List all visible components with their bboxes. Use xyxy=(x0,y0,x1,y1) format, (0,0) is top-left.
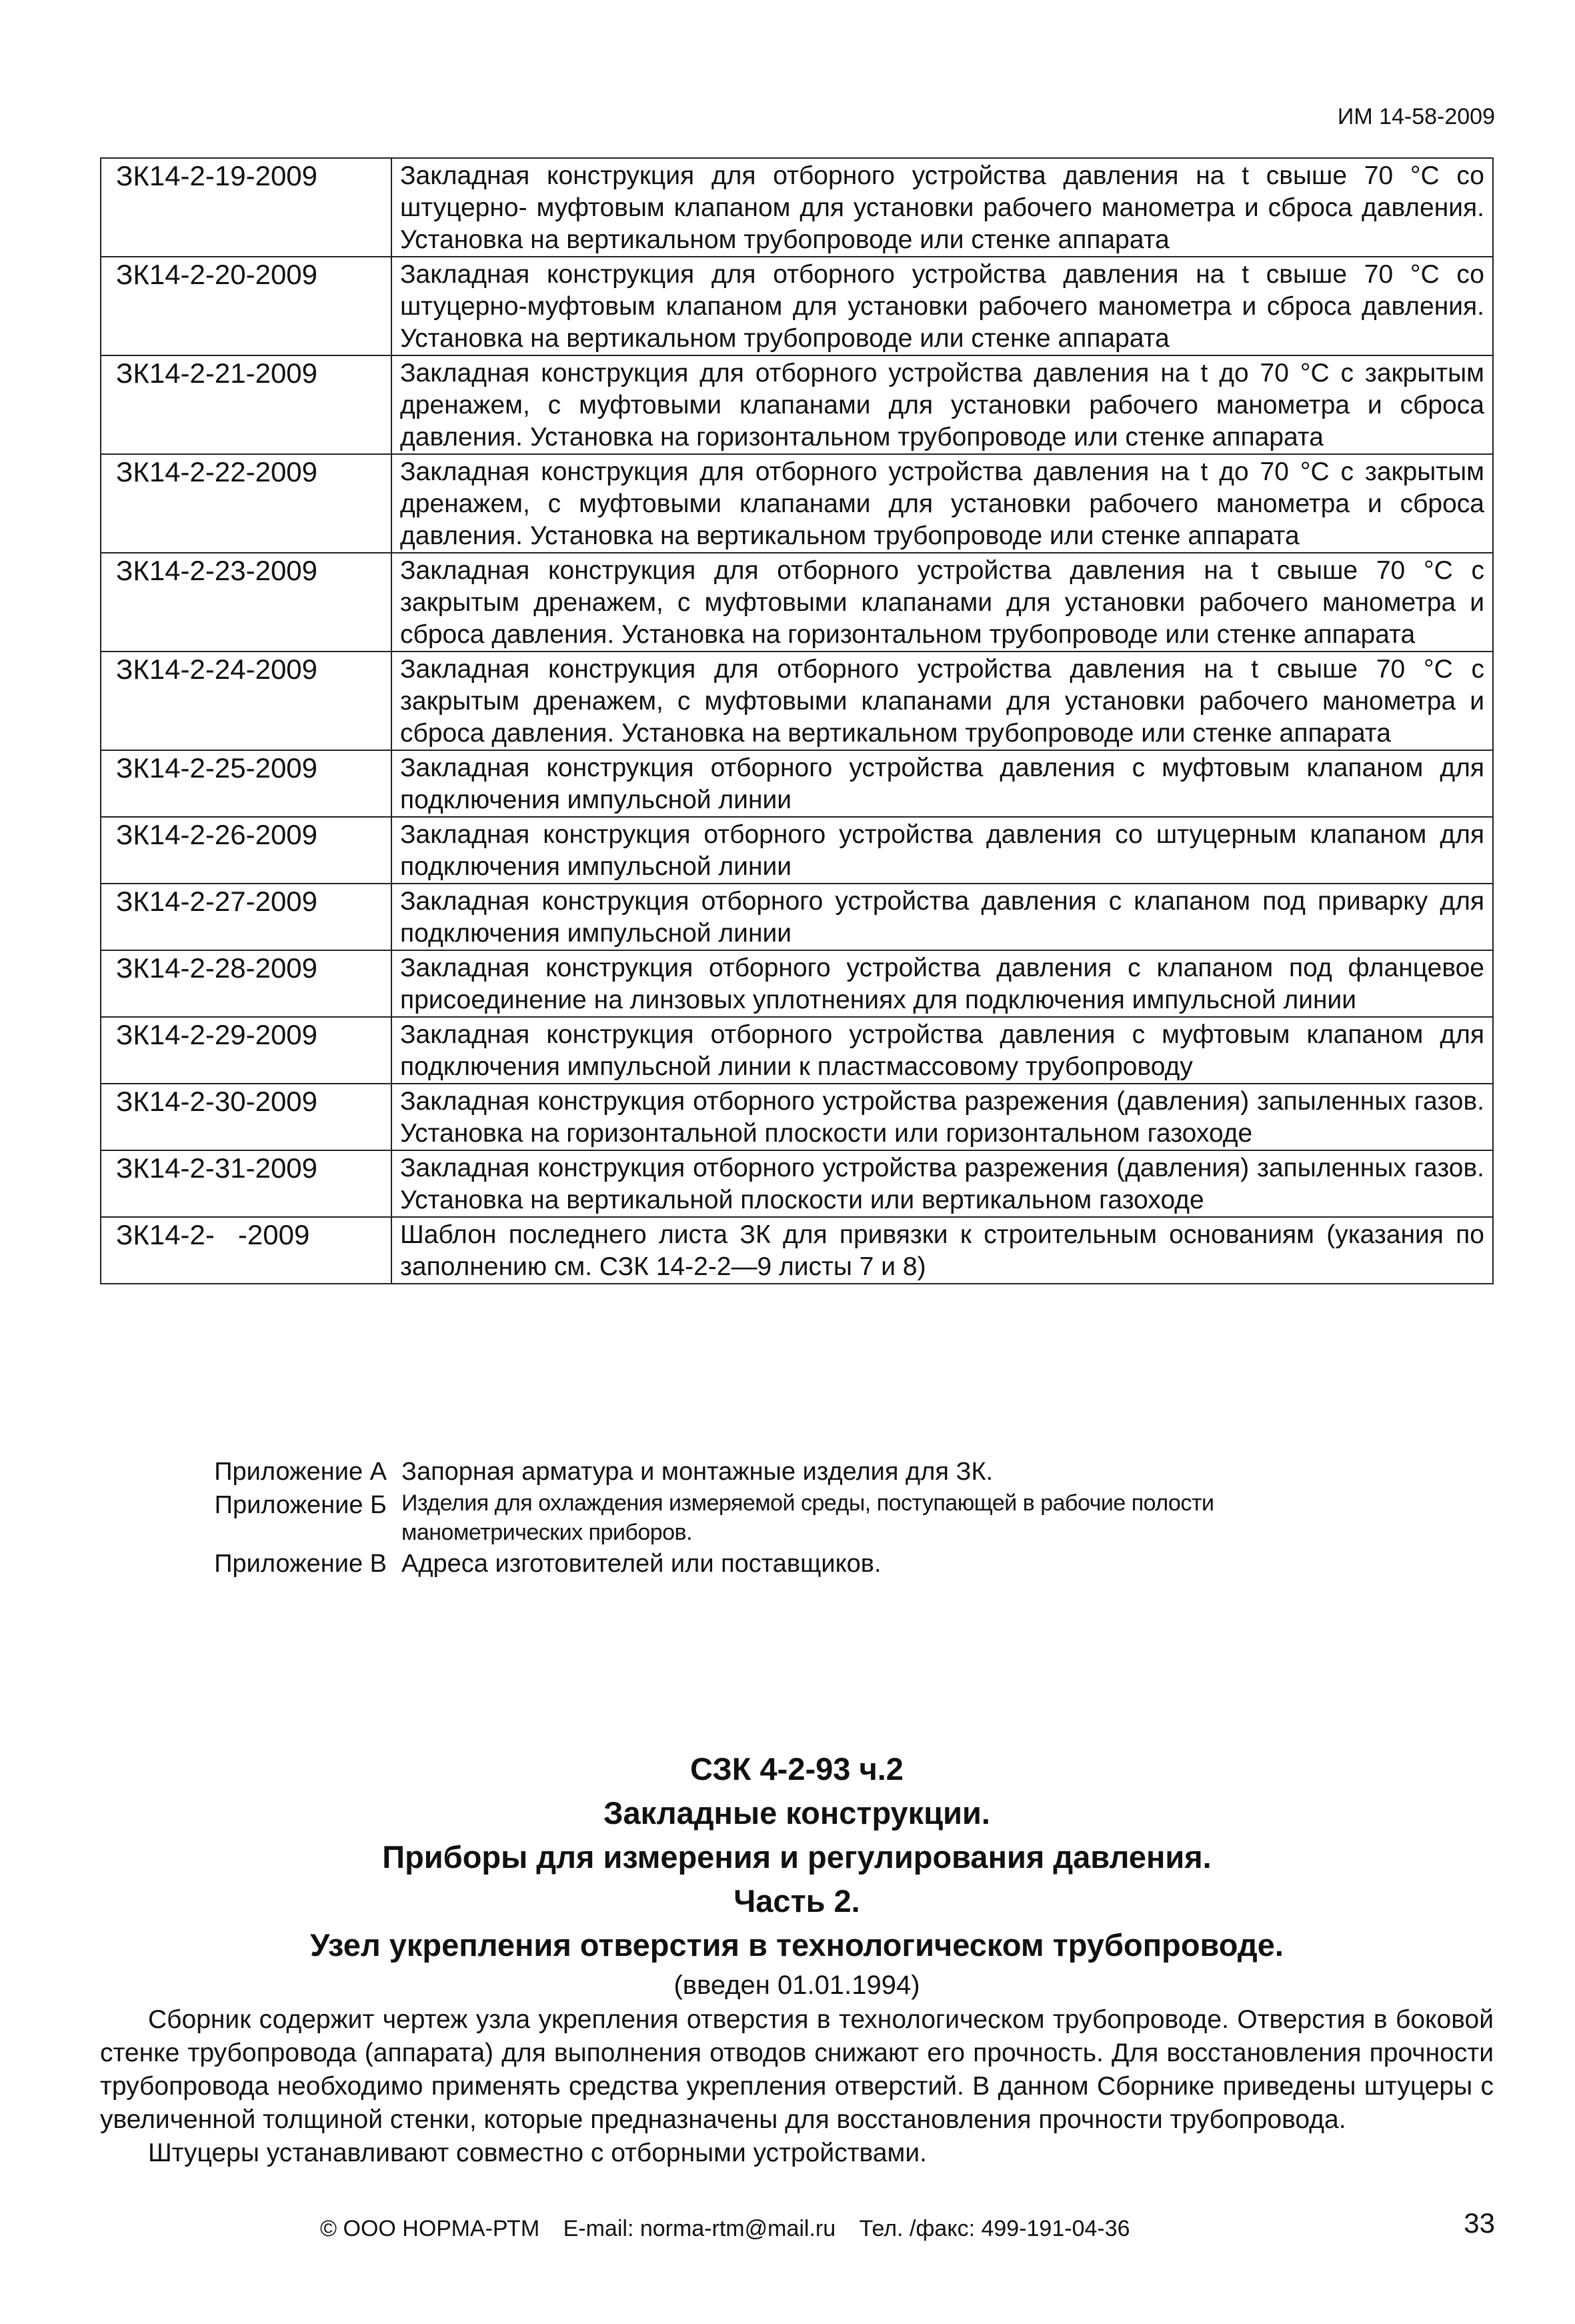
construction-table xyxy=(100,157,1494,1284)
table-row xyxy=(101,1084,1493,1150)
table-row xyxy=(101,355,1493,454)
table-row xyxy=(101,553,1493,652)
row-description: Закладная конструкция отборного устройства разрежения (давления) запыленных газов. Установка на горизонтальной плоскости или горизонтальном газоходе xyxy=(391,1084,1493,1150)
section-title-code: СЗК 4-2-93 ч.2 xyxy=(690,1751,904,1787)
appendix-item xyxy=(180,1488,1335,1547)
introduced-date: (введен 01.01.1994) xyxy=(673,1971,920,2000)
section-szk xyxy=(100,1747,1494,2170)
row-description: Закладная конструкция отборного устройства давления с муфтовым клапаном для подключения импульсной линии xyxy=(391,750,1493,817)
footer-company: © ООО НОРМА-РТМ xyxy=(320,2216,540,2241)
row-code: ЗК14-2- -2009 xyxy=(101,1217,391,1284)
appendix-item xyxy=(180,1455,1335,1488)
row-description: Закладная конструкция отборного устройства давления со штуцерным клапаном для подключения импульсной линии xyxy=(391,817,1493,884)
row-description: Шаблон последнего листа ЗК для привязки к строительным основаниям (указания по заполнению см. СЗК 14-2-2—9 листы 7 и 8) xyxy=(391,1217,1493,1284)
appendix-text: Изделия для охлаждения измеряемой среды, поступающей в рабочие полости манометрических приборов. xyxy=(401,1490,1214,1545)
row-code: ЗК14-2-22-2009 xyxy=(101,454,391,553)
section-title-line: Узел укрепления отверстия в технологическом трубопроводе. xyxy=(310,1927,1284,1963)
row-code: ЗК14-2-29-2009 xyxy=(101,1017,391,1084)
table-row xyxy=(101,817,1493,884)
row-code: ЗК14-2-27-2009 xyxy=(101,884,391,950)
table-row xyxy=(101,1150,1493,1217)
table-row xyxy=(101,1217,1493,1284)
row-code: ЗК14-2-23-2009 xyxy=(101,553,391,652)
section-paragraph: Сборник содержит чертеж узла укрепления отверстия в технологическом трубопроводе. Отверстия в боковой стенке трубопровода (аппарата) для выполнения отводов снижают его прочность. Для восстановления прочности трубопровода необходимо применять средства укрепления отверстий. В данном Сборнике приведены штуцеры с увеличенной толщиной стенки, которые предназначены для восстановления прочности трубопровода. xyxy=(100,2005,1494,2134)
appendix-item xyxy=(180,1547,1335,1580)
section-paragraph: Штуцеры устанавливают совместно с отборными устройствами. xyxy=(148,2139,927,2167)
appendix-text: Адреса изготовителей или поставщиков. xyxy=(401,1550,882,1578)
row-description: Закладная конструкция отборного устройства разрежения (давления) запыленных газов. Установка на вертикальной плоскости или вертикальном газоходе xyxy=(391,1150,1493,1217)
row-code: ЗК14-2-30-2009 xyxy=(101,1084,391,1150)
row-code: ЗК14-2-19-2009 xyxy=(101,158,391,257)
row-code: ЗК14-2-24-2009 xyxy=(101,652,391,750)
row-description: Закладная конструкция для отборного устройства давления на t свыше 70 °С со штуцерно-муфтовым клапаном для установки рабочего манометра и сброса давления. Установка на вертикальном трубопроводе или стенке аппарата xyxy=(391,257,1493,355)
appendix-text: Запорная арматура и монтажные изделия для ЗК. xyxy=(401,1458,994,1486)
section-title-line: Приборы для измерения и регулирования давления. xyxy=(382,1839,1212,1875)
table-row xyxy=(101,950,1493,1017)
row-description: Закладная конструкция для отборного устройства давления на t свыше 70 °С с закрытым дренажем, с муфтовыми клапанами для установки рабочего манометра и сброса давления. Установка на горизонтальном трубопроводе или стенке аппарата xyxy=(391,553,1493,652)
row-description: Закладная конструкция для отборного устройства давления на t свыше 70 °С со штуцерно- муфтовым клапаном для установки рабочего манометра и сброса давления. Установка на вертикальном трубопроводе или стенке аппарата xyxy=(391,158,1493,257)
table-row xyxy=(101,884,1493,950)
appendix-label: Приложение А xyxy=(214,1458,387,1486)
section-title-line: Часть 2. xyxy=(733,1883,860,1919)
table-row xyxy=(101,1017,1493,1084)
row-code: ЗК14-2-31-2009 xyxy=(101,1150,391,1217)
page-number: 33 xyxy=(1464,2207,1495,2239)
row-code: ЗК14-2-20-2009 xyxy=(101,257,391,355)
row-description: Закладная конструкция отборного устройства давления с клапаном под фланцевое присоединение на линзовых уплотнениях для подключения импульсной линии xyxy=(391,950,1493,1017)
row-description: Закладная конструкция отборного устройства давления с клапаном под приварку для подключения импульсной линии xyxy=(391,884,1493,950)
table-row xyxy=(101,158,1493,257)
table-row xyxy=(101,257,1493,355)
footer xyxy=(320,2216,1148,2242)
appendix-label: Приложение Б xyxy=(214,1491,387,1519)
table-row xyxy=(101,652,1493,750)
row-code: ЗК14-2-25-2009 xyxy=(101,750,391,817)
footer-phone: Тел. /факс: 499-191-04-36 xyxy=(859,2216,1130,2241)
row-code: ЗК14-2-21-2009 xyxy=(101,355,391,454)
table-row xyxy=(101,750,1493,817)
document-code: ИМ 14-58-2009 xyxy=(1337,104,1495,129)
footer-email: E-mail: norma-rtm@mail.ru xyxy=(563,2216,836,2241)
row-description: Закладная конструкция для отборного устройства давления на t до 70 °С с закрытым дренажем, с муфтовыми клапанами для установки рабочего манометра и сброса давления. Установка на вертикальном трубопроводе или стенке аппарата xyxy=(391,454,1493,553)
row-code: ЗК14-2-26-2009 xyxy=(101,817,391,884)
table-row xyxy=(101,454,1493,553)
row-code: ЗК14-2-28-2009 xyxy=(101,950,391,1017)
appendix-list xyxy=(180,1455,1335,1580)
section-title-line: Закладные конструкции. xyxy=(603,1795,990,1831)
row-description: Закладная конструкция отборного устройства давления с муфтовым клапаном для подключения импульсной линии к пластмассовому трубопроводу xyxy=(391,1017,1493,1084)
row-description: Закладная конструкция для отборного устройства давления на t свыше 70 °С с закрытым дренажем, с муфтовыми клапанами для установки рабочего манометра и сброса давления. Установка на вертикальном трубопроводе или стенке аппарата xyxy=(391,652,1493,750)
appendix-label: Приложение В xyxy=(214,1550,387,1578)
row-description: Закладная конструкция для отборного устройства давления на t до 70 °С с закрытым дренажем, с муфтовыми клапанами для установки рабочего манометра и сброса давления. Установка на горизонтальном трубопроводе или стенке аппарата xyxy=(391,355,1493,454)
